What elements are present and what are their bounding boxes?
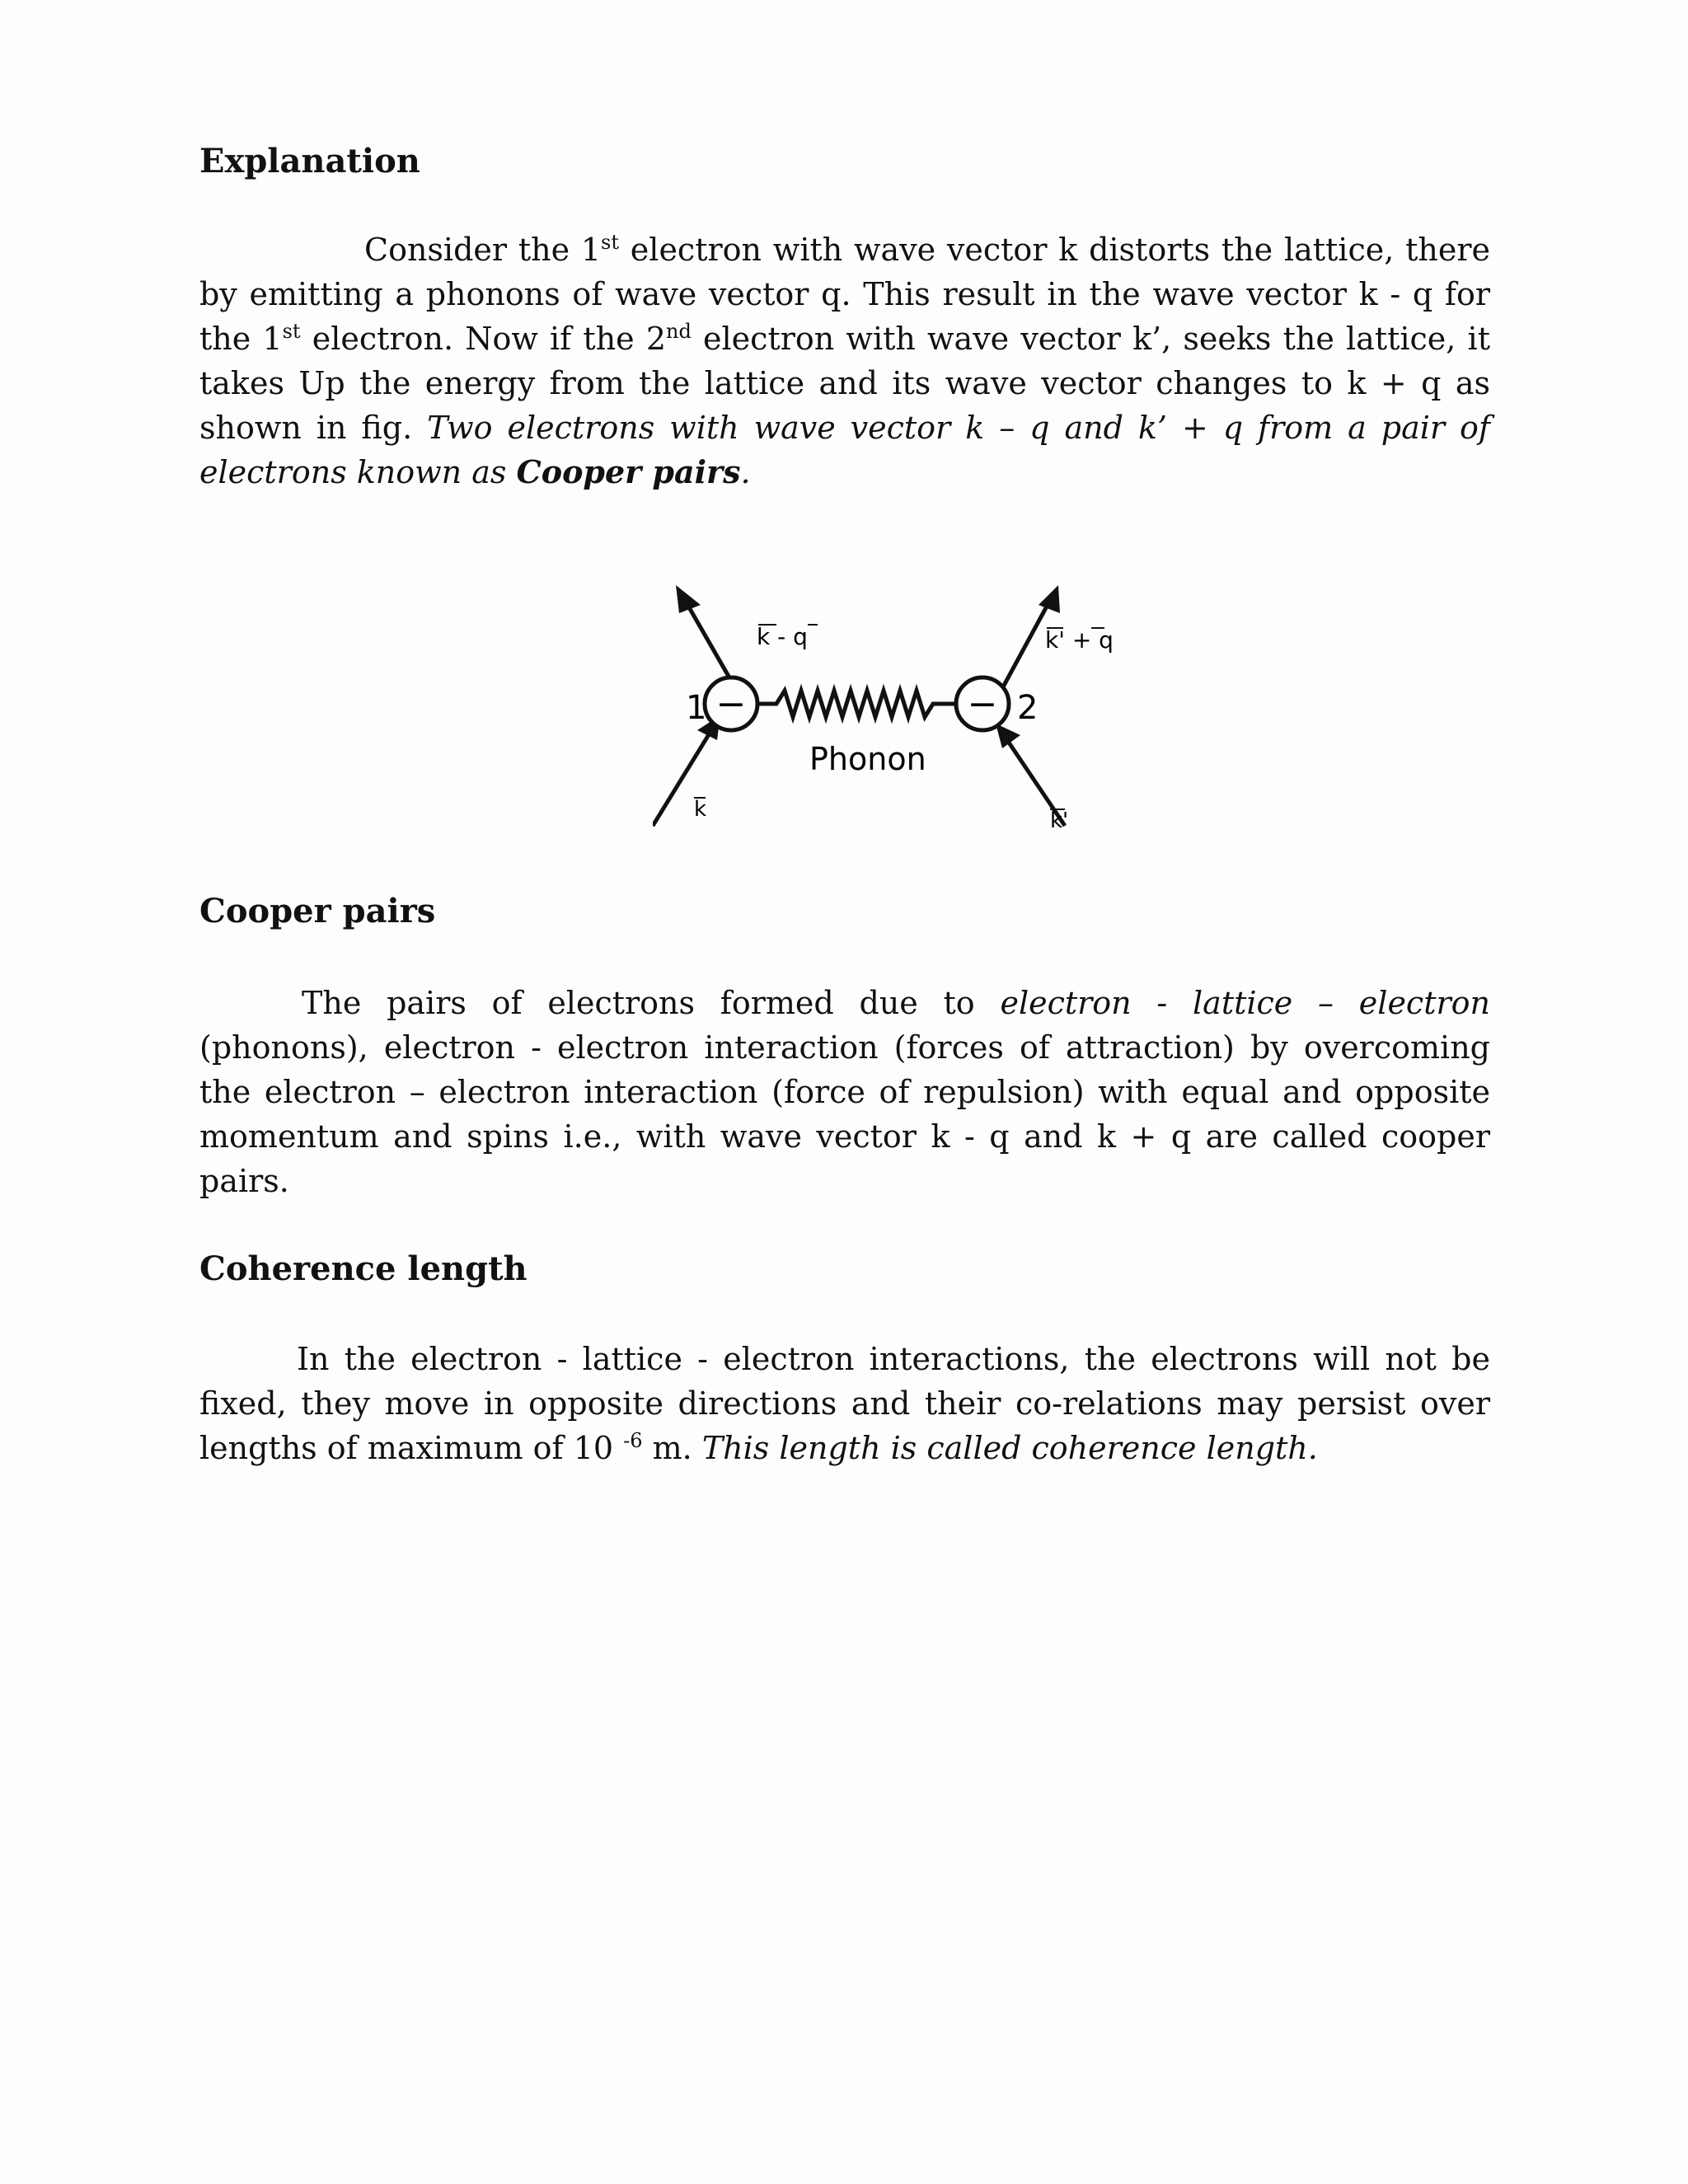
explanation-paragraph (199, 227, 1490, 494)
italic-run: . (740, 454, 751, 490)
cooper-pairs-heading: Cooper pairs (199, 892, 436, 930)
phonon-wave (757, 691, 956, 717)
italic-run: This length is called coherence length. (701, 1430, 1318, 1466)
label-k-minus-q: k - q (757, 623, 808, 650)
label-phonon: Phonon (809, 741, 926, 777)
label-k: k (694, 797, 707, 822)
electron-1-sign: − (715, 683, 747, 725)
label-k-prime: k' (1050, 808, 1069, 833)
text-run: electron. Now if the 2 (300, 321, 667, 357)
text-run: electron with wave vector k distorts the lattice, there by emitting a phonons of wave vector q. This result in the wave vector k - q for the 1 (199, 232, 1490, 357)
italic-run: Two electrons with wave vector k – q and k’ + q from a pair of electrons known as (199, 410, 1490, 490)
coherence-length-paragraph (199, 1337, 1490, 1470)
electron-2-sign: − (967, 683, 998, 725)
label-electron-2: 2 (1017, 689, 1039, 727)
superscript: -6 (623, 1429, 643, 1452)
superscript: st (601, 231, 620, 254)
label-electron-1: 1 (686, 689, 707, 727)
text-run: m. (642, 1430, 702, 1466)
coherence-length-heading: Coherence length (199, 1249, 528, 1288)
text-run: The pairs of electrons formed due to (302, 985, 1001, 1021)
explanation-heading: Explanation (199, 142, 420, 180)
text-run: In the electron - lattice - electron interactions, the electrons will not be fixed, they move in opposite directions and their co-relations may persist over lengths of maximum of 10 (199, 1341, 1490, 1466)
arrowhead-icon (1039, 585, 1060, 613)
superscript: nd (666, 320, 692, 343)
superscript: st (282, 320, 301, 343)
cooper-pair-diagram (653, 554, 1312, 834)
text-run: (phonons), electron - electron interaction (forces of attraction) by overcoming the electron – electron interaction (force of repulsion) with equal and opposite momentum and spins i.e., with wave vector k - q and k + q are called cooper pairs. (199, 1029, 1490, 1199)
italic-run: electron - lattice – electron (1000, 985, 1490, 1021)
arrowhead-icon (676, 585, 701, 613)
cooper-pairs-term: Cooper pairs (516, 453, 741, 490)
label-k-prime-plus-q: k' + q (1045, 626, 1114, 654)
text-run: Consider the 1 (364, 232, 602, 268)
cooper-pairs-paragraph (199, 981, 1490, 1203)
text-run: electron with wave vector k’, seeks the lattice, it takes Up the energy from the lattice and its wave vector changes to k + q as shown in fig. (199, 321, 1490, 446)
